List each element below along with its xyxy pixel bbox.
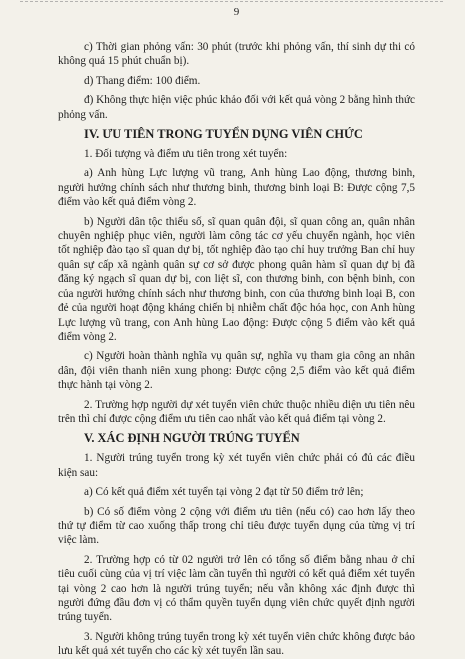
paragraph: 2. Trường hợp người dự xét tuyển viên chức thuộc nhiều diện ưu tiên nêu trên thì chỉ được cộng điểm ưu tiên cao nhất vào kết quả điểm tại vòng 2.	[58, 398, 415, 425]
page-number: 9	[233, 6, 240, 18]
paragraph: c) Người hoàn thành nghĩa vụ quân sự, nghĩa vụ tham gia công an nhân dân, đội viên thanh niên xung phong: Được cộng 2,5 điểm vào kết quả điểm thực hành tại vòng 2.	[58, 350, 415, 392]
paragraph: 1. Người trúng tuyển trong kỳ xét tuyển viên chức phải có đủ các điều kiện sau:	[58, 452, 415, 479]
paragraph: 3. Người không trúng tuyển trong kỳ xét tuyển viên chức không được bảo lưu kết quả xét tuyển cho các kỳ xét tuyển lần sau.	[58, 630, 415, 658]
paragraph: a) Anh hùng Lực lượng vũ trang, Anh hùng Lao động, thương binh, người hưởng chính sách như thương binh, thương binh loại B: Được cộng 7,5 điểm vào kết quả điểm vòng 2.	[58, 167, 415, 209]
paragraph: a) Có kết quả điểm xét tuyển tại vòng 2 đạt từ 50 điểm trở lên;	[84, 486, 364, 499]
document-body	[58, 40, 415, 659]
scan-top-edge	[20, 1, 443, 2]
paragraph: b) Người dân tộc thiểu số, sĩ quan quân đội, sĩ quan công an, quân nhân chuyên nghiệp phục viên, người làm công tác cơ yếu chuyển ngành, học viên tốt nghiệp đào tạo sĩ quan dự bị, tốt nghiệp đào tạo chỉ huy trưởng Ban chỉ huy quân sự cấp xã ngành quân sự cơ sở được phong quân hàm sĩ quan dự bị đã đăng ký ngạch sĩ quan dự bị, con liệt sĩ, con thương binh, con bệnh binh, con của người hưởng chính sách như thương binh, con của thương binh loại B, con đẻ của người hoạt động kháng chiến bị nhiễm chất độc hóa học, con Anh hùng Lực lượng vũ trang, con Anh hùng Lao động: Được cộng 5 điểm vào kết quả điểm vòng 2.	[58, 215, 415, 343]
section-heading: IV. ƯU TIÊN TRONG TUYỂN DỤNG VIÊN CHỨC	[84, 127, 363, 142]
paragraph: 2. Trường hợp có từ 02 người trở lên có tổng số điểm bằng nhau ở chỉ tiêu cuối cùng của vị trí việc làm cần tuyển thì người có kết quả điểm xét tuyển tại vòng 2 cao hơn là người trúng tuyển; nếu vẫn không xác định được thì người đứng đầu đơn vị có thẩm quyền tuyển dụng viên chức quyết định người trúng tuyển.	[58, 553, 415, 624]
section-heading: V. XÁC ĐỊNH NGƯỜI TRÚNG TUYỂN	[84, 431, 300, 446]
paragraph: c) Thời gian phỏng vấn: 30 phút (trước khi phỏng vấn, thí sinh dự thi có không quá 15 phút chuẩn bị).	[58, 41, 415, 68]
paragraph: d) Thang điểm: 100 điểm.	[84, 74, 201, 87]
paragraph: 1. Đối tượng và điểm ưu tiên trong xét tuyển:	[84, 148, 288, 161]
paragraph: b) Có số điểm vòng 2 cộng với điểm ưu tiên (nếu có) cao hơn lấy theo thứ tự điểm từ cao xuống thấp trong chỉ tiêu được tuyển dụng của từng vị trí việc làm.	[58, 505, 415, 547]
paragraph: đ) Không thực hiện việc phúc khảo đối với kết quả vòng 2 bằng hình thức phỏng vấn.	[58, 94, 415, 121]
